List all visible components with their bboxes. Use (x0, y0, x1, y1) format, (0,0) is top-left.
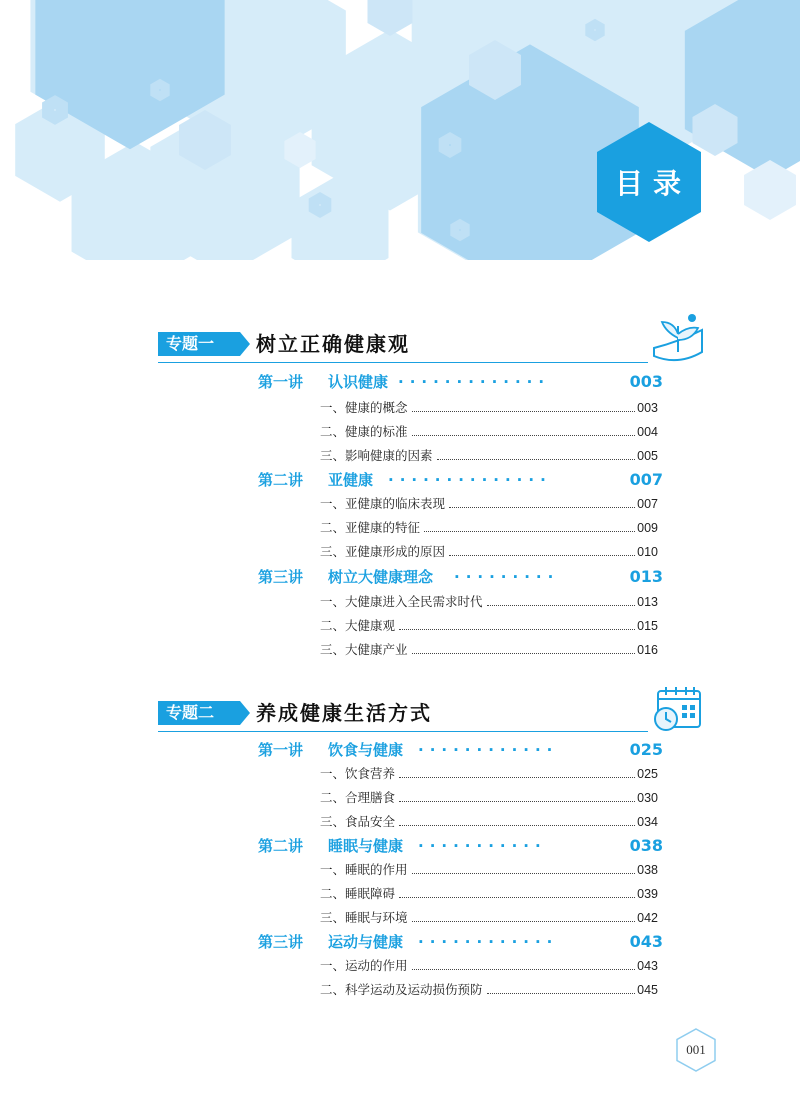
topic-title: 养成健康生活方式 (256, 701, 432, 725)
lecture-entry[interactable] (258, 930, 663, 954)
toc-item[interactable] (320, 980, 658, 1000)
toc-item[interactable] (320, 398, 658, 418)
page-number: 001 (686, 1042, 706, 1057)
leader-dots: ············ (418, 933, 559, 951)
leader-dots (412, 653, 636, 654)
item-page: 034 (637, 815, 658, 829)
item-title: 三、影响健康的因素 (320, 448, 433, 463)
leader-dots (449, 555, 635, 556)
lecture-number: 第一讲 (258, 741, 304, 759)
lecture-page: 038 (629, 836, 663, 855)
leader-dots (412, 873, 636, 874)
toc-item[interactable] (320, 494, 658, 514)
lecture-title: 运动与健康 (328, 933, 404, 951)
toc-item[interactable] (320, 446, 658, 466)
leader-dots (399, 897, 635, 898)
item-page: 016 (637, 643, 658, 657)
lecture-title: 树立大健康理念 (328, 568, 434, 586)
toc-item[interactable] (320, 422, 658, 442)
lecture-title: 亚健康 (328, 471, 374, 489)
lecture-title: 饮食与健康 (328, 741, 404, 759)
item-title: 二、大健康观 (320, 618, 396, 633)
item-title: 三、睡眠与环境 (320, 910, 408, 925)
calendar-clock-icon (648, 681, 708, 737)
lecture-title: 睡眠与健康 (328, 837, 404, 855)
topic-divider (158, 362, 648, 363)
lecture-page: 007 (629, 470, 663, 489)
leader-dots (412, 969, 636, 970)
item-page: 025 (637, 767, 658, 781)
leader-dots (399, 777, 635, 778)
toc-item[interactable] (320, 616, 658, 636)
toc-item[interactable] (320, 812, 658, 832)
leader-dots (399, 825, 635, 826)
toc-item[interactable] (320, 884, 658, 904)
item-page: 045 (637, 983, 658, 997)
plant-sprout-icon (648, 312, 708, 368)
toc-item[interactable] (320, 640, 658, 660)
item-title: 一、大健康进入全民需求时代 (320, 594, 483, 609)
item-page: 007 (637, 497, 658, 511)
leader-dots (487, 993, 636, 994)
item-title: 二、健康的标准 (320, 424, 408, 439)
page-title: 目录 (614, 167, 691, 200)
toc-item[interactable] (320, 764, 658, 784)
item-page: 042 (637, 911, 658, 925)
leader-dots: ··········· (418, 837, 547, 855)
leader-dots: ·············· (388, 471, 552, 489)
topic-divider (158, 731, 648, 732)
toc-item[interactable] (320, 592, 658, 612)
topic-header (158, 695, 703, 725)
lecture-page: 043 (629, 932, 663, 951)
leader-dots (424, 531, 635, 532)
item-title: 二、睡眠障碍 (320, 886, 396, 901)
item-title: 二、合理膳食 (320, 790, 396, 805)
item-page: 030 (637, 791, 658, 805)
item-page: 015 (637, 619, 658, 633)
item-title: 三、大健康产业 (320, 642, 408, 657)
leader-dots (412, 921, 636, 922)
item-page: 003 (637, 401, 658, 415)
topic-tag: 专题一 (158, 332, 240, 356)
item-page: 004 (637, 425, 658, 439)
lecture-entry[interactable] (258, 468, 663, 492)
leader-dots (412, 435, 636, 436)
lecture-page: 025 (629, 740, 663, 759)
topic-tag-arrow (240, 332, 250, 356)
lecture-number: 第一讲 (258, 373, 304, 391)
item-title: 二、科学运动及运动损伤预防 (320, 982, 483, 997)
lecture-number: 第二讲 (258, 837, 304, 855)
lecture-entry[interactable] (258, 565, 663, 589)
item-title: 一、饮食营养 (320, 766, 396, 781)
toc-item[interactable] (320, 956, 658, 976)
lecture-title: 认识健康 (328, 373, 389, 391)
toc-item[interactable] (320, 542, 658, 562)
lecture-number: 第三讲 (258, 933, 304, 951)
item-title: 三、亚健康形成的原因 (320, 544, 446, 559)
topic-tag: 专题二 (158, 701, 240, 725)
item-title: 二、亚健康的特征 (320, 520, 421, 535)
leader-dots (449, 507, 635, 508)
item-page: 005 (637, 449, 658, 463)
item-title: 一、健康的概念 (320, 400, 408, 415)
toc-item[interactable] (320, 908, 658, 928)
toc-item[interactable] (320, 860, 658, 880)
leader-dots (437, 459, 636, 460)
lecture-entry[interactable] (258, 834, 663, 858)
item-page: 038 (637, 863, 658, 877)
lecture-entry[interactable] (258, 370, 663, 394)
leader-dots: ········· (454, 568, 560, 586)
topic-title: 树立正确健康观 (256, 332, 410, 356)
leader-dots (399, 801, 635, 802)
toc-item[interactable] (320, 788, 658, 808)
item-page: 043 (637, 959, 658, 973)
lecture-page: 003 (629, 372, 663, 391)
lecture-entry[interactable] (258, 738, 663, 762)
leader-dots (399, 629, 635, 630)
lecture-number: 第二讲 (258, 471, 304, 489)
leader-dots: ············· (398, 373, 551, 391)
item-title: 一、睡眠的作用 (320, 862, 408, 877)
toc-item[interactable] (320, 518, 658, 538)
item-title: 一、运动的作用 (320, 958, 408, 973)
item-page: 010 (637, 545, 658, 559)
item-title: 三、食品安全 (320, 814, 396, 829)
item-page: 013 (637, 595, 658, 609)
lecture-number: 第三讲 (258, 568, 304, 586)
lecture-page: 013 (629, 567, 663, 586)
item-title: 一、亚健康的临床表现 (320, 496, 446, 511)
leader-dots (487, 605, 636, 606)
topic-tag-arrow (240, 701, 250, 725)
leader-dots: ············ (418, 741, 559, 759)
topic-header (158, 326, 703, 356)
leader-dots (412, 411, 636, 412)
item-page: 039 (637, 887, 658, 901)
item-page: 009 (637, 521, 658, 535)
